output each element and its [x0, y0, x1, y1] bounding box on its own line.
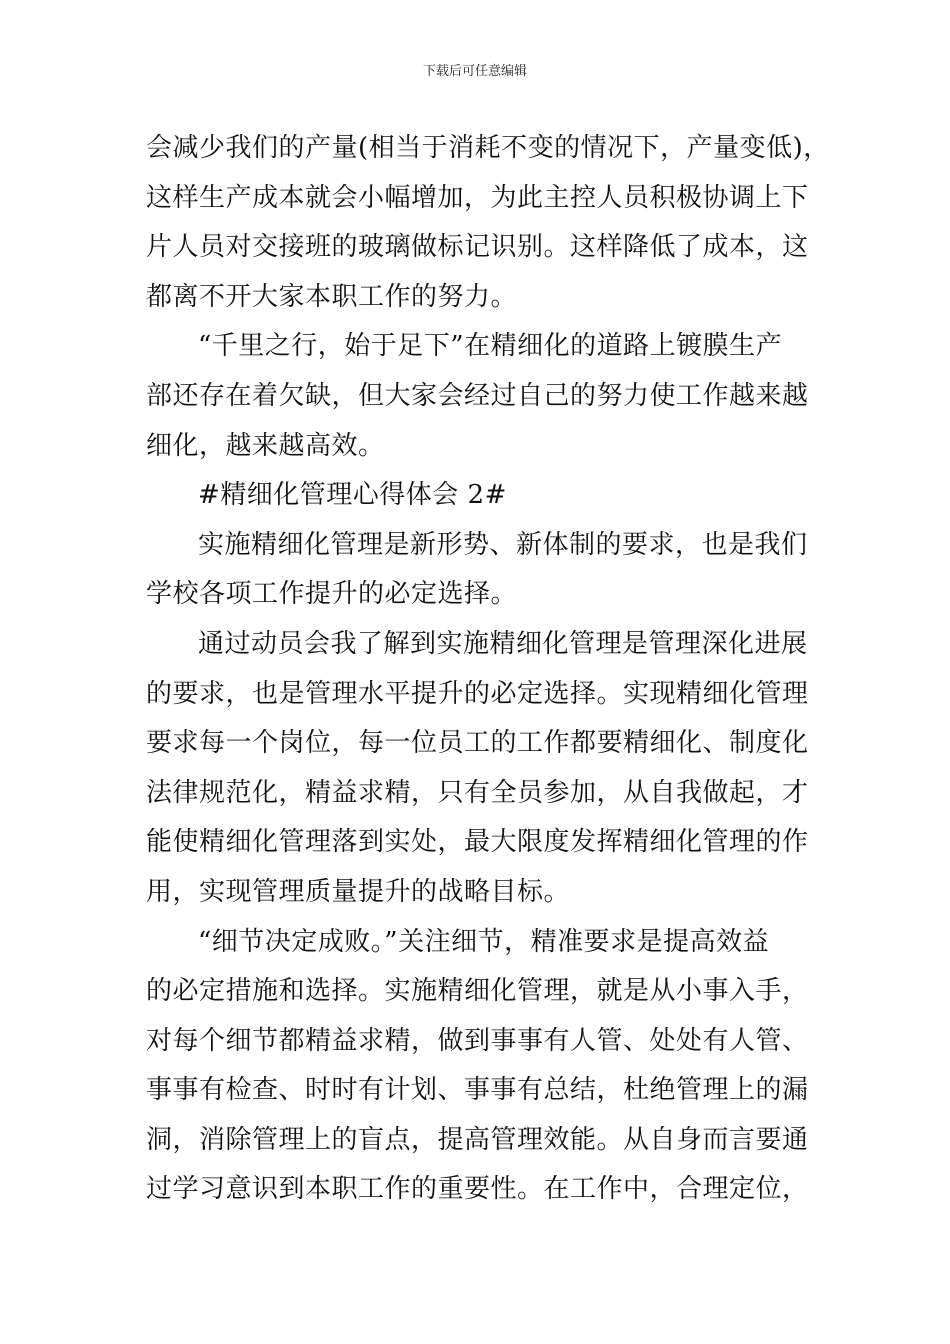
text-line: 洞，消除管理上的盲点，提高管理效能。从自身而言要通: [146, 1124, 809, 1155]
text-line: 实施精细化管理是新形势、新体制的要求，也是我们: [198, 529, 808, 560]
page-header: 下载后可任意编辑: [422, 64, 527, 79]
text-line: 部还存在着欠缺，但大家会经过自己的努力使工作越来越: [146, 380, 809, 411]
text-line: 法律规范化，精益求精，只有全员参加，从自我做起，才: [146, 777, 809, 808]
text-line: 事事有检查、时时有计划、事事有总结，杜绝管理上的漏: [146, 1075, 809, 1106]
text-line: 会减少我们的产量(相当于消耗不变的情况下，产量变低)，: [146, 133, 830, 163]
text-line: “千里之行，始于足下”在精细化的道路上镀膜生产: [198, 331, 783, 362]
text-line: 能使精细化管理落到实处，最大限度发挥精细化管理的作: [146, 827, 809, 858]
text-line: 学校各项工作提升的必定选择。: [146, 579, 518, 610]
document-body: [146, 124, 830, 1215]
text-line: 通过动员会我了解到实施精细化管理是管理深化进展: [198, 628, 808, 659]
text-line: 都离不开大家本职工作的努力。: [146, 281, 518, 312]
text-line: 片人员对交接班的玻璃做标记识别。这样降低了成本，这: [146, 232, 809, 263]
text-line: 要求每一个岗位，每一位员工的工作都要精细化、制度化: [146, 728, 809, 759]
text-line: 这样生产成本就会小幅增加，为此主控人员积极协调上下: [146, 182, 809, 213]
section-heading: #精细化管理心得体会 2#: [198, 480, 507, 511]
text-line: 过学习意识到本职工作的重要性。在工作中，合理定位，: [146, 1174, 809, 1205]
text-line: “细节决定成败。”关注细节，精准要求是提高效益: [198, 926, 770, 957]
text-line: 用，实现管理质量提升的战略目标。: [146, 876, 571, 907]
text-line: 细化，越来越高效。: [146, 430, 385, 461]
text-line: 的必定措施和选择。实施精细化管理，就是从小事入手，: [146, 976, 809, 1007]
text-line: 的要求，也是管理水平提升的必定选择。实现精细化管理: [146, 678, 809, 709]
text-line: 对每个细节都精益求精，做到事事有人管、处处有人管、: [146, 1025, 809, 1056]
